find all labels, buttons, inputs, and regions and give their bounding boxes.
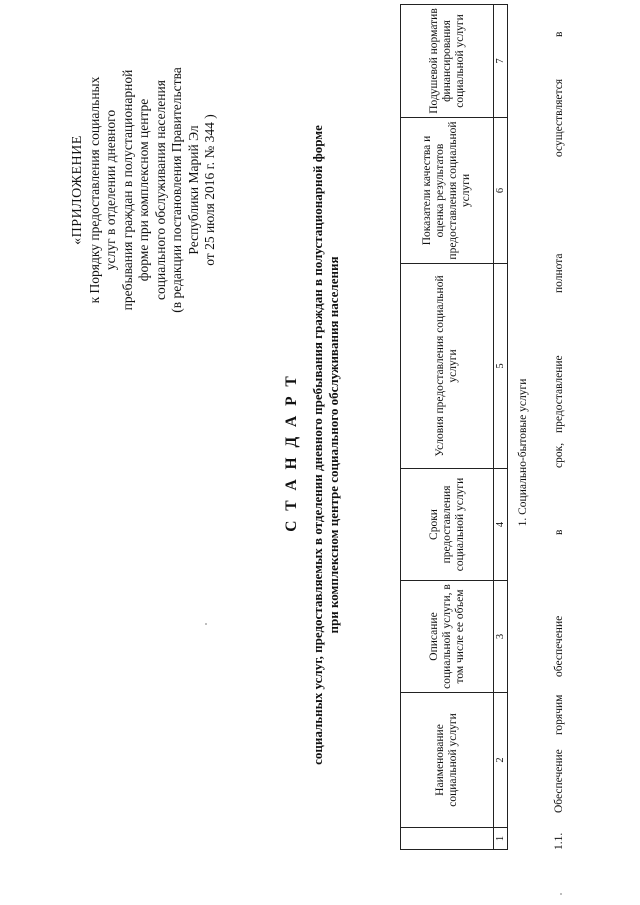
quality-word: в [553,31,565,37]
description-word: в [553,529,565,535]
appendix-block [70,20,219,360]
service-name-word: Обеспечение [553,749,565,813]
header-cell-5: Условия предоставления социальной услуги [401,264,494,469]
appendix-line: услуг в отделении дневного [103,109,118,271]
header-cell-7: Подушевой норматив финансирования социальной услуги [401,5,494,118]
document-subtitle [310,15,342,875]
appendix-line: форме при комплексном центре [136,98,151,282]
header-cell-4: Сроки предоставления социальной услуги [401,469,494,581]
term-word: предоставление [553,355,565,433]
section-heading: 1. Социально-бытовые услуги [517,378,529,527]
document-title: С Т А Н Д А Р Т [283,373,300,532]
column-number: 1 [494,828,508,850]
appendix-line: социального обслуживания населения [152,80,168,300]
appendix-line: Республики Марий Эл [185,125,201,255]
header-cell-2: Наименование социальной услуги [401,693,494,828]
description-start: обеспечение [553,615,565,677]
column-number: 7 [494,5,508,118]
scan-speck [205,623,207,625]
column-number: 6 [494,118,508,264]
appendix-line: к Порядку предоставления социальных [86,76,102,304]
appendix-line: «ПРИЛОЖЕНИЕ [70,135,85,245]
column-number: 2 [494,693,508,828]
table-number-row [494,5,508,850]
condition-start: полнота [553,253,565,293]
subtitle-line-2: при комплексном центре социального обслуживания населения [326,256,341,634]
standard-table [400,4,508,850]
appendix-line: от 25 июля 2016 г. № 344 ) [202,114,217,266]
header-cell-3: Описание социальной услуги, в том числе ее объем [401,581,494,693]
header-cell-6: Показатели качества и оценка результатов предоставления социальной услуги [401,118,494,264]
service-name-word: горячим [553,694,565,735]
row-number: 1.1. [553,832,565,850]
term-word: срок, [553,442,565,468]
appendix-line: пребывания граждан в полустационарной [119,69,135,311]
column-number: 3 [494,581,508,693]
scan-speck [560,893,562,895]
column-number: 4 [494,469,508,581]
table-header-row [401,5,494,850]
appendix-line: (в редакции постановления Правительства [169,67,184,313]
header-cell-1 [401,828,494,850]
table-row-1-1 [553,0,569,905]
quality-word: осуществляется [553,78,565,157]
column-number: 5 [494,264,508,469]
subtitle-line-1: социальных услуг, предоставляемых в отделении дневного пребывания граждан в полустационарной форме [310,125,325,765]
